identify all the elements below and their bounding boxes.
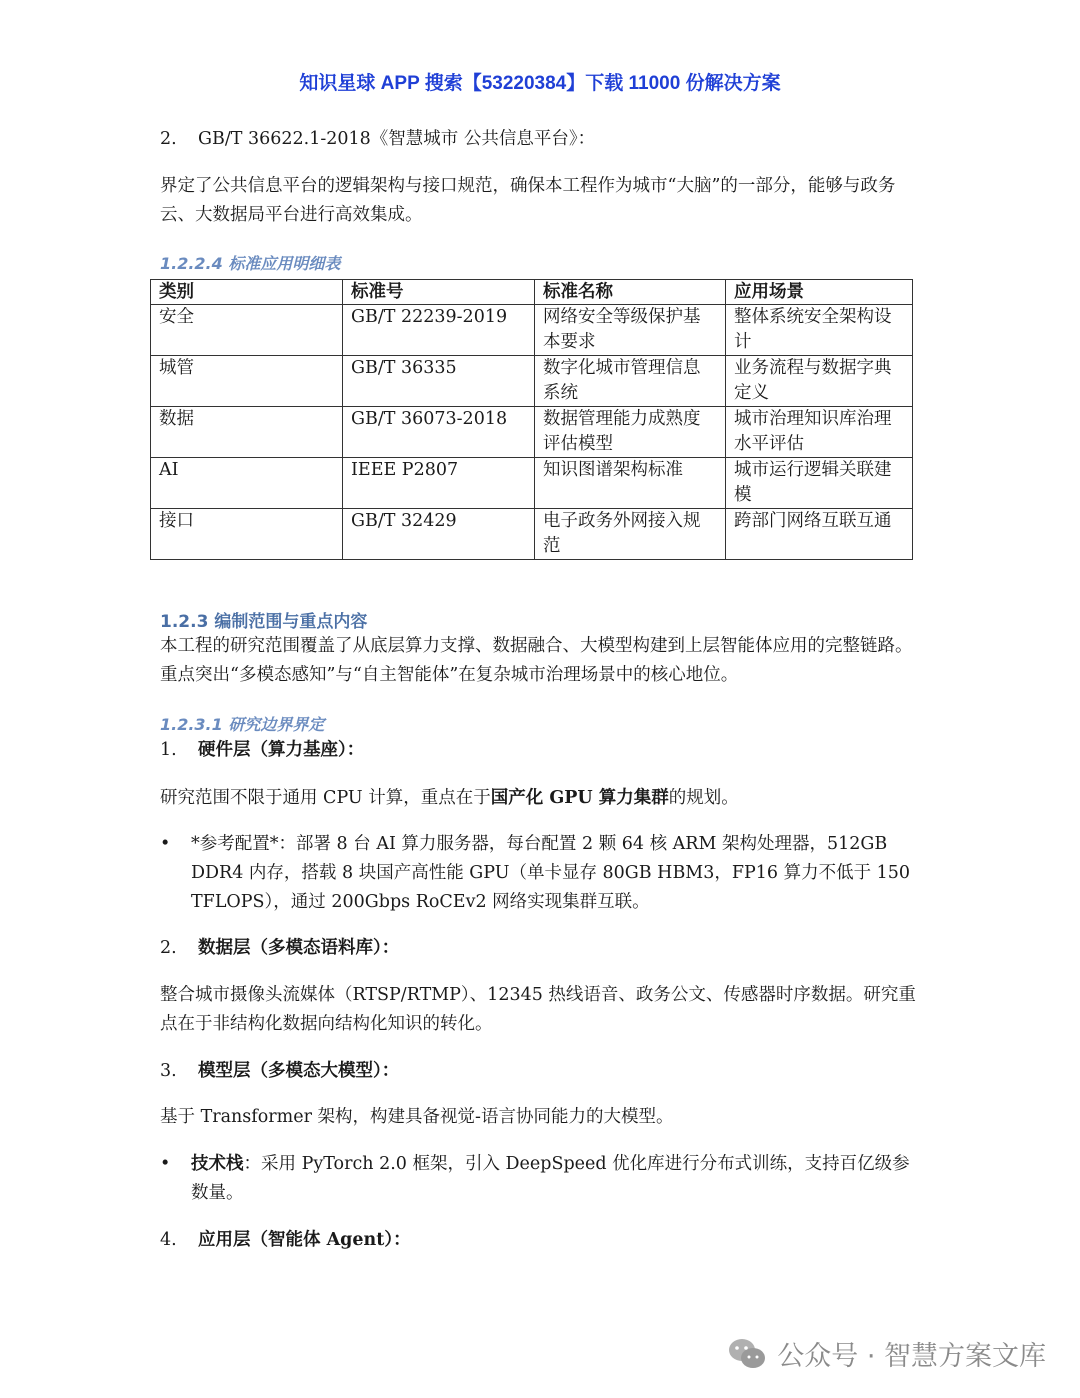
item-label: 硬件层（算力基座）： bbox=[198, 740, 365, 760]
cell-standard-name: 知识图谱架构标准 bbox=[535, 458, 726, 509]
item-label: GB/T 36622.1-2018《智慧城市 公共信息平台》： bbox=[198, 129, 596, 149]
scope-description: 本工程的研究范围覆盖了从底层算力支撑、数据融合、大模型构建到上层智能体应用的完整链路。重点突出“多模态感知”与“自主智能体”在复杂城市治理场景中的核心地位。 bbox=[160, 636, 913, 685]
cell-standard-name: 数字化城市管理信息系统 bbox=[535, 356, 726, 407]
table-row bbox=[151, 305, 913, 356]
watermark-text: 公众号 · 智慧方案文库 bbox=[777, 1341, 1046, 1372]
item-label: 应用层（智能体 Agent）： bbox=[198, 1230, 411, 1250]
layer-1-bullet bbox=[160, 830, 920, 917]
emphasis-gpu-cluster: 国产化 GPU 算力集群 bbox=[490, 788, 669, 808]
item-number: 1. bbox=[160, 740, 177, 760]
layer-1-description bbox=[160, 784, 920, 813]
bullet-icon: • bbox=[160, 1154, 171, 1174]
cell-scenario: 跨部门网络互联互通 bbox=[726, 509, 913, 560]
col-header-scenario: 应用场景 bbox=[726, 280, 913, 305]
table-heading: 1.2.2.4 标准应用明细表 bbox=[160, 254, 341, 273]
cell-standard-no: GB/T 22239-2019 bbox=[343, 305, 535, 356]
item-label: 模型层（多模态大模型）： bbox=[198, 1061, 400, 1081]
boundary-heading: 1.2.3.1 研究边界界定 bbox=[160, 715, 325, 734]
watermark bbox=[727, 1334, 1046, 1373]
bullet-label: 技术栈 bbox=[191, 1154, 244, 1174]
col-header-category: 类别 bbox=[151, 280, 343, 305]
table-row bbox=[151, 407, 913, 458]
std-item-2-description: 界定了公共信息平台的逻辑架构与接口规范，确保本工程作为城市“大脑”的一部分，能够与政务云、大数据局平台进行高效集成。 bbox=[160, 176, 896, 225]
cell-scenario: 城市治理知识库治理水平评估 bbox=[726, 407, 913, 458]
layer-1-item bbox=[160, 736, 920, 765]
cell-standard-no: IEEE P2807 bbox=[343, 458, 535, 509]
col-header-standard-name: 标准名称 bbox=[535, 280, 726, 305]
layer-2-description: 整合城市摄像头流媒体（RTSP/RTMP）、12345 热线语音、政务公文、传感器时序数据。研究重点在于非结构化数据向结构化知识的转化。 bbox=[160, 985, 916, 1034]
cell-category: 安全 bbox=[151, 305, 343, 356]
cell-scenario: 业务流程与数据字典定义 bbox=[726, 356, 913, 407]
bullet-icon: • bbox=[160, 834, 171, 854]
cell-standard-no: GB/T 36335 bbox=[343, 356, 535, 407]
scope-heading: 1.2.3 编制范围与重点内容 bbox=[160, 612, 368, 632]
table-row bbox=[151, 356, 913, 407]
table-row bbox=[151, 509, 913, 560]
cell-category: AI bbox=[151, 458, 343, 509]
cell-standard-no: GB/T 32429 bbox=[343, 509, 535, 560]
table-row bbox=[151, 458, 913, 509]
std-item-2 bbox=[160, 125, 920, 154]
item-number: 3. bbox=[160, 1061, 177, 1081]
item-number: 4. bbox=[160, 1230, 177, 1250]
cell-scenario: 城市运行逻辑关联建模 bbox=[726, 458, 913, 509]
table-header-row bbox=[151, 280, 913, 305]
item-number: 2. bbox=[160, 129, 177, 149]
standards-table bbox=[150, 279, 913, 560]
cell-standard-name: 数据管理能力成熟度评估模型 bbox=[535, 407, 726, 458]
item-number: 2. bbox=[160, 938, 177, 958]
cell-category: 接口 bbox=[151, 509, 343, 560]
layer-3-description: 基于 Transformer 架构，构建具备视觉-语言协同能力的大模型。 bbox=[160, 1107, 674, 1127]
text-fragment: 的规划。 bbox=[668, 788, 739, 808]
header-banner: 知识星球 APP 搜索【53220384】下载 11000 份解决方案 bbox=[299, 73, 781, 94]
layer-3-item bbox=[160, 1057, 920, 1086]
text-fragment: 研究范围不限于通用 CPU 计算，重点在于 bbox=[160, 788, 491, 808]
layer-4-item bbox=[160, 1226, 920, 1255]
bullet-text: *参考配置*：部署 8 台 AI 算力服务器，每台配置 2 颗 64 核 ARM 架构处理器，512GB DDR4 内存，搭载 8 块国产高性能 GPU（单卡显存 80GB HBM3，FP16 算力不低于 150 TFLOPS），通过 200Gbps RoCEv2 网络实现集群互联。 bbox=[191, 834, 911, 912]
col-header-standard-no: 标准号 bbox=[343, 280, 535, 305]
cell-scenario: 整体系统安全架构设计 bbox=[726, 305, 913, 356]
cell-standard-name: 电子政务外网接入规范 bbox=[535, 509, 726, 560]
wechat-icon bbox=[727, 1337, 767, 1371]
cell-standard-no: GB/T 36073-2018 bbox=[343, 407, 535, 458]
layer-3-bullet bbox=[160, 1150, 920, 1208]
cell-standard-name: 网络安全等级保护基本要求 bbox=[535, 305, 726, 356]
cell-category: 数据 bbox=[151, 407, 343, 458]
item-label: 数据层（多模态语料库）： bbox=[198, 938, 400, 958]
cell-category: 城管 bbox=[151, 356, 343, 407]
bullet-text: ：采用 PyTorch 2.0 框架，引入 DeepSpeed 优化库进行分布式训练，支持百亿级参数量。 bbox=[191, 1154, 910, 1203]
layer-2-item bbox=[160, 934, 920, 963]
